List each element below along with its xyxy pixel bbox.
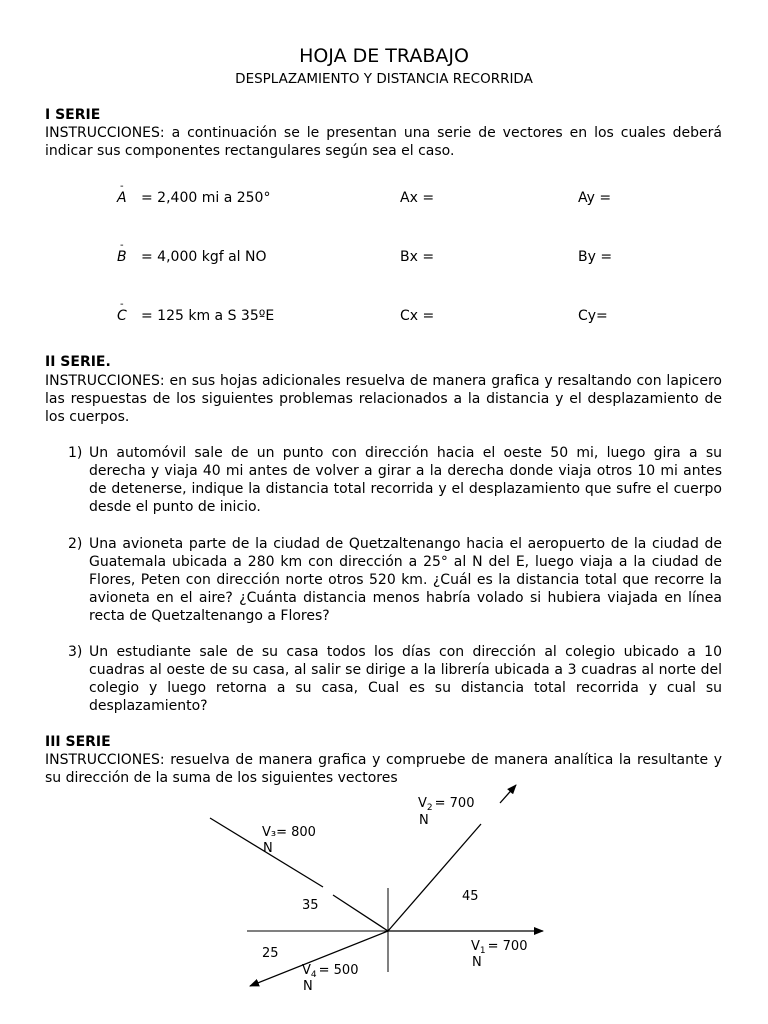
y-component-blank: Cy= bbox=[578, 308, 608, 324]
serie1-heading: I SERIE bbox=[45, 107, 101, 123]
vector-name: - C bbox=[117, 307, 127, 325]
problem-item bbox=[68, 535, 722, 625]
vector-bar: - bbox=[120, 181, 124, 192]
angle-v2: 45 bbox=[462, 889, 479, 904]
angle-v4: 25 bbox=[262, 946, 279, 961]
y-component-blank: By = bbox=[578, 249, 613, 265]
problem-number: 1) bbox=[68, 445, 83, 461]
serie3-instructions: INSTRUCCIONES: resuelva de manera grafica y compruebe de manera analítica la resultante y su dirección de la suma de los siguientes vectores bbox=[45, 752, 722, 786]
v2-label: $V_2 = 700$ bbox=[418, 796, 475, 813]
serie1-instructions: INSTRUCCIONES: a continuación se le presentan una serie de vectores en los cuales deberá indicar sus componentes rectangulares según sea el caso. bbox=[45, 125, 722, 159]
serie2-instructions: INSTRUCCIONES: en sus hojas adicionales resuelva de manera grafica y resaltando con lapicero las respuestas de los siguientes problemas relacionados a la distancia y el desplazamiento de los cuerpos. bbox=[45, 373, 722, 425]
problem-text: Un estudiante sale de su casa todos los días con dirección al colegio ubicado a 10 cuadras al oeste de su casa, al salir se dirige a la librería ubicada a 3 cuadras al norte del colegio y luego retorna a su casa, Cual es su distancia total recorrida y cual su desplazamiento? bbox=[89, 644, 722, 714]
vector-value: = 2,400 mi a 250° bbox=[141, 190, 271, 206]
x-component-blank: Cx = bbox=[400, 308, 435, 324]
serie3-heading: III SERIE bbox=[45, 734, 111, 750]
vector-bar: - bbox=[120, 240, 124, 251]
vector-row-a bbox=[0, 181, 768, 211]
v2-arrow-head bbox=[500, 785, 516, 803]
v3-unit-fragment: N bbox=[263, 841, 273, 856]
v3-segment bbox=[333, 895, 388, 931]
vector-bar: - bbox=[120, 299, 124, 310]
vector-name: - B bbox=[117, 248, 127, 266]
v2-arrow-line bbox=[388, 824, 481, 931]
vector-value: = 4,000 kgf al NO bbox=[141, 249, 267, 265]
v1-unit-fragment: N bbox=[472, 955, 482, 970]
vector-name: - A bbox=[117, 189, 127, 207]
problem-item bbox=[68, 643, 722, 715]
v4-label: $V_4 = 500$ bbox=[302, 963, 359, 980]
vector-value: = 125 km a S 35ºE bbox=[141, 308, 275, 324]
serie2-heading: II SERIE. bbox=[45, 354, 111, 370]
vector-row-c bbox=[0, 299, 768, 329]
v1-label: $V_1 = 700$ bbox=[471, 939, 528, 956]
problem-number: 3) bbox=[68, 644, 83, 660]
problem-number: 2) bbox=[68, 536, 83, 552]
vector-diagram bbox=[0, 780, 768, 1024]
angle-v3: 35 bbox=[302, 898, 319, 913]
v4-unit-fragment: N bbox=[303, 979, 313, 994]
problem-text: Una avioneta parte de la ciudad de Quetzaltenango hacia el aeropuerto de la ciudad de Guatemala ubicada a 280 km con dirección a 25° al N del E, luego viaja a la ciudad de Flores, Peten con dirección norte otros 520 km. ¿Cuál es la distancia total que recorre la avioneta en el aire? ¿Cuánta distancia menos habría volado si hubiera viajada en línea recta de Quetzaltenango a Flores? bbox=[89, 536, 722, 624]
vector-row-b bbox=[0, 240, 768, 270]
x-component-blank: Ax = bbox=[400, 190, 435, 206]
page-title: HOJA DE TRABAJO bbox=[299, 45, 469, 67]
x-component-blank: Bx = bbox=[400, 249, 435, 265]
problem-text: Un automóvil sale de un punto con dirección hacia el oeste 50 mi, luego gira a su derecha y viaja 40 mi antes de volver a girar a la derecha donde viaja otros 10 mi antes de detenerse, indique la distancia total recorrida y el desplazamiento que sufre el cuerpo desde el punto de inicio. bbox=[89, 445, 722, 515]
problem-item bbox=[68, 444, 722, 516]
page-subtitle: DESPLAZAMIENTO Y DISTANCIA RECORRIDA bbox=[235, 71, 533, 87]
v2-unit-fragment: N bbox=[419, 813, 429, 828]
v3-label: V₃= 800 bbox=[262, 825, 316, 840]
y-component-blank: Ay = bbox=[578, 190, 612, 206]
